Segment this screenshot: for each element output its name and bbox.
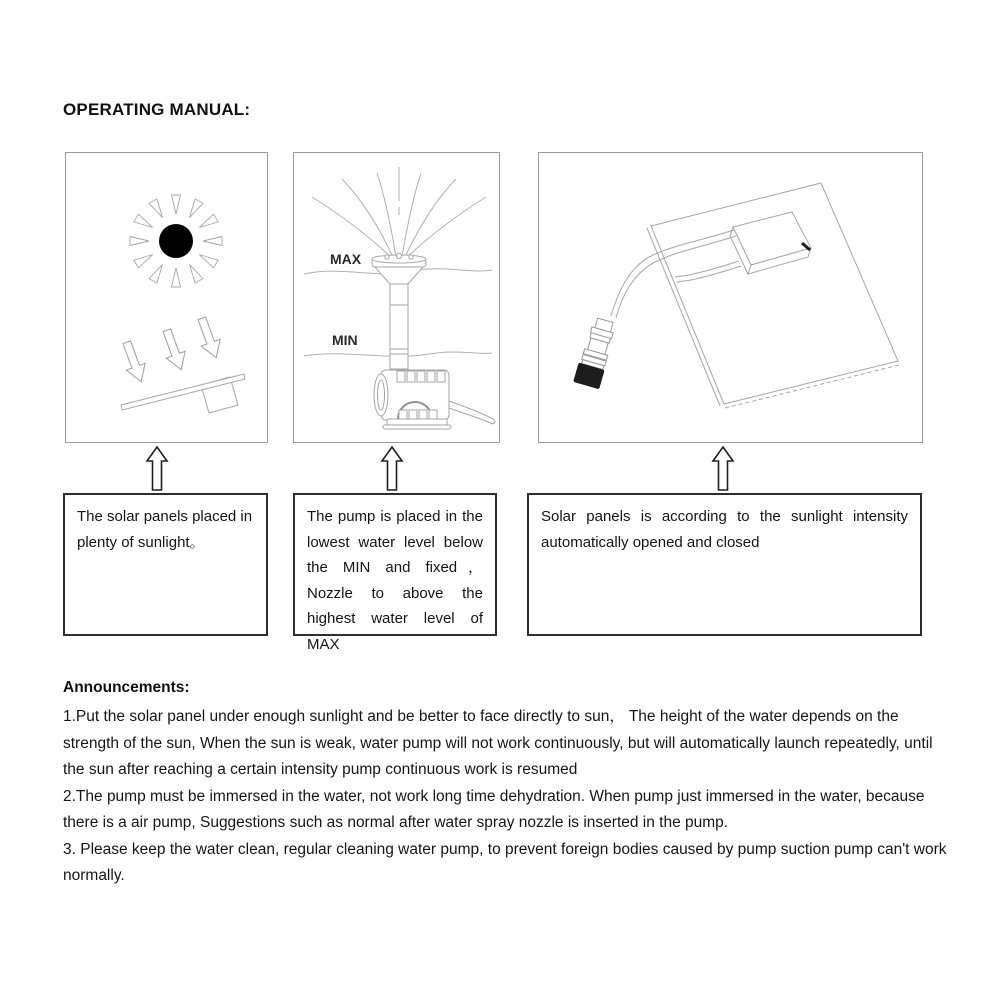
page-title: OPERATING MANUAL: <box>63 100 251 119</box>
connector-plug-drawing <box>573 316 618 389</box>
sun-icon <box>130 195 222 287</box>
solar-panel-cable-illustration <box>539 153 922 442</box>
up-arrow-icon <box>145 446 169 492</box>
announcements-heading: Announcements: <box>63 679 190 696</box>
water-spray-drawing <box>312 167 486 257</box>
illustration-box-sunlight <box>65 152 268 443</box>
caption-text: The pump is placed in the lowest water level below the MIN and fixed，Nozzle to above the highest water level of MAX <box>307 508 483 653</box>
caption-text: The solar panels placed in plenty of sunlight。 <box>77 508 253 551</box>
max-label: MAX <box>330 251 362 267</box>
illustration-box-pump-levels <box>293 152 500 443</box>
announcement-item: 3. Please keep the water clean, regular cleaning water pump, to prevent foreign bodies caused by pump suction pump can't work normally. <box>63 840 947 884</box>
up-arrow-icon <box>380 446 404 492</box>
announcement-item: 2.The pump must be immersed in the water, not work long time dehydration. When pump just immersed in the water, because there is a air pump, Suggestions such as normal after water spray nozzle is inserted in the pump. <box>63 787 925 831</box>
up-arrow-icon <box>711 446 735 492</box>
pump-body-drawing <box>374 370 495 429</box>
caption-box-sunlight <box>63 493 268 636</box>
caption-box-pump-levels <box>293 493 497 653</box>
sunlight-arrows-icon <box>117 315 225 385</box>
caption-box-solar-panel <box>527 493 922 636</box>
min-label: MIN <box>332 332 358 348</box>
caption-text: Solar panels is according to the sunlight intensity automatically opened and closed <box>541 508 908 551</box>
fountain-nozzle-drawing <box>372 253 426 369</box>
sun-sunlight-illustration <box>66 153 267 442</box>
pump-water-level-illustration <box>294 153 499 442</box>
announcement-item: 1.Put the solar panel under enough sunlight and be better to face directly to sun， The height of the water depends on the strength of the sun, When the sun is weak, water pump will not work continuously, but will automatically launch repeatedly, until the sun after reaching a certain intensity pump continuous work is resumed <box>63 708 933 778</box>
announcements-list <box>63 704 951 890</box>
illustration-box-solar-panel <box>538 152 923 443</box>
